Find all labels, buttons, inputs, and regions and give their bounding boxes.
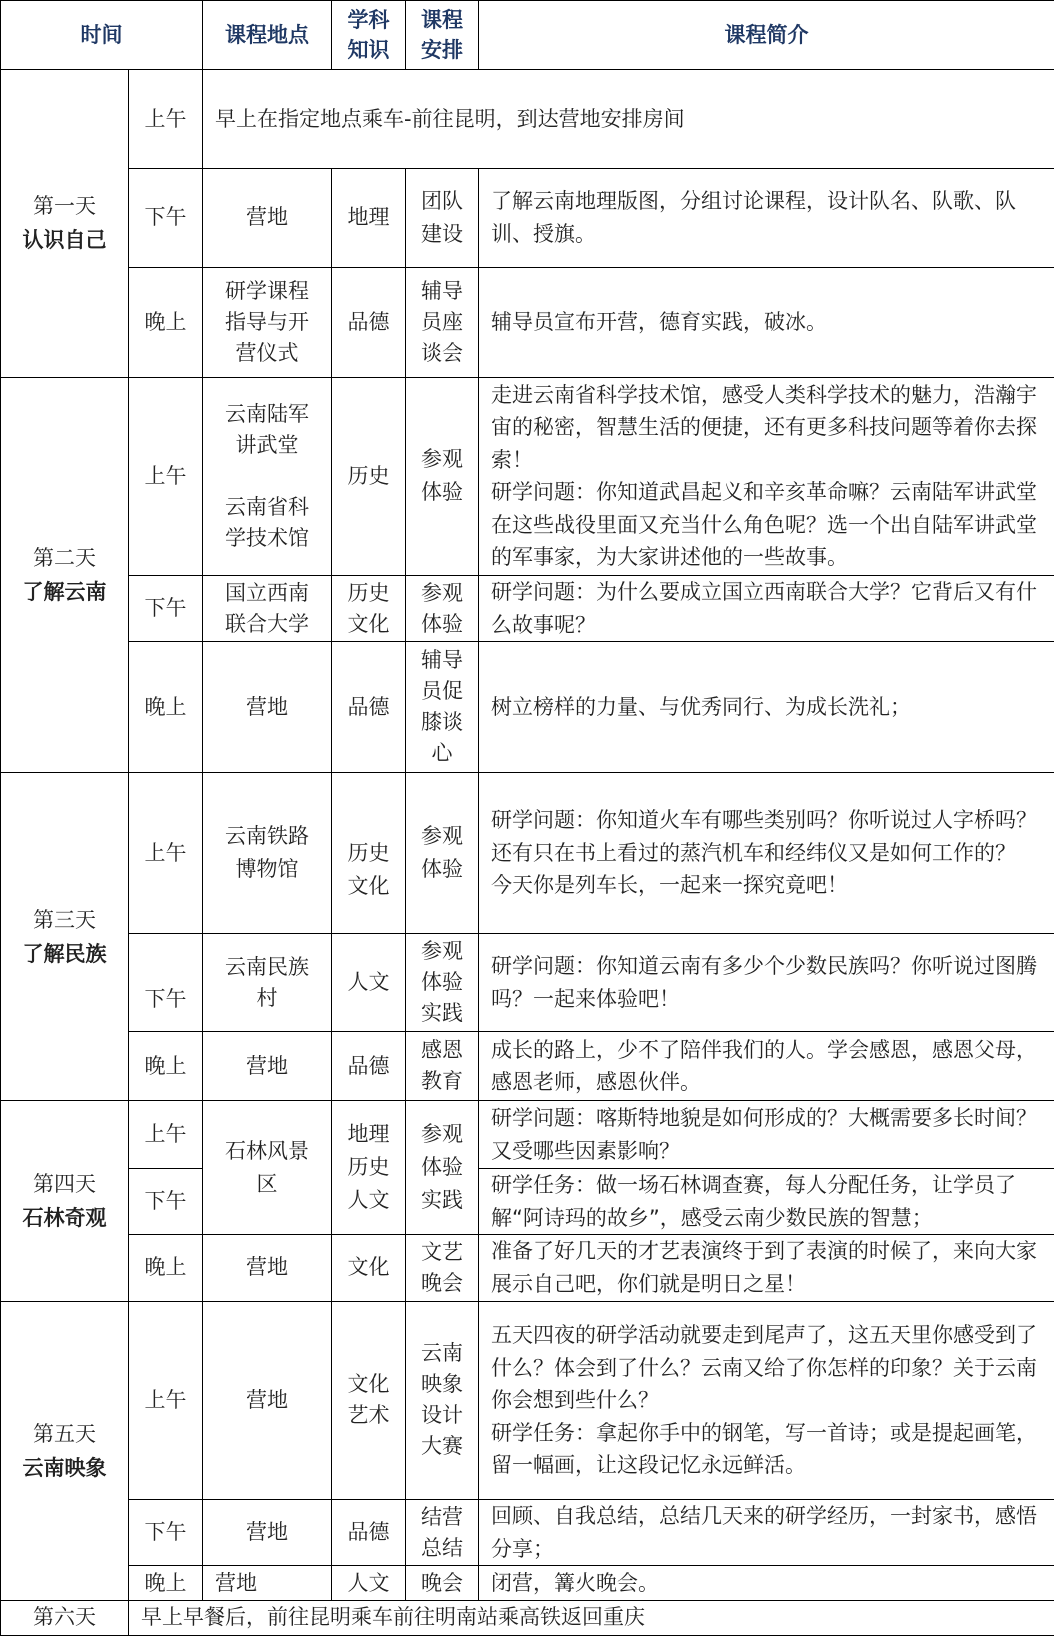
day-cell: [1, 1101, 129, 1301]
description-cell: 研学问题：你知道火车有哪些类别吗？你听说过人字桥吗？还有只在书上看过的蒸汽机车和经纬仪又是如何工作的？ 今天你是列车长，一起来一探究竟吧！: [479, 773, 1054, 934]
location-cell: 营地: [203, 1235, 332, 1301]
arrangement-cell: 文艺 晚会: [406, 1235, 479, 1301]
period-cell: 晚上: [129, 1031, 203, 1100]
location-cell: 研学课程 指导与开 营仪式: [203, 267, 332, 377]
table-row: [1, 1301, 1054, 1499]
day-label: 第一天: [33, 194, 96, 219]
period-cell: 下午: [129, 169, 203, 268]
arrangement-cell: 辅导 员促 膝谈 心: [406, 642, 479, 773]
period-cell: 上午: [129, 1301, 203, 1499]
table-row: [1, 575, 1054, 641]
subject-cell: 历史 文化: [332, 575, 406, 641]
header-location: 课程地点: [203, 1, 332, 70]
location-cell: 营地: [203, 1499, 332, 1565]
arrangement-cell: 云南 映象 设计 大赛: [406, 1301, 479, 1499]
day-label: 第四天: [33, 1171, 96, 1196]
day-cell: [1, 377, 129, 773]
day-theme: 认识自己: [22, 228, 107, 253]
period-cell: 上午: [129, 773, 203, 934]
day-cell: [1, 70, 129, 377]
header-arrangement: 课程 安排: [406, 1, 479, 70]
arrangement-cell: 晚会: [406, 1566, 479, 1600]
table-row: [1, 773, 1054, 934]
table-row: [1, 1031, 1054, 1100]
table-row: [1, 1499, 1054, 1565]
location-cell: 营地: [203, 1301, 332, 1499]
period-cell: 晚上: [129, 1566, 203, 1600]
period-cell: 下午: [129, 1168, 203, 1234]
subject-cell: 文化 艺术: [332, 1301, 406, 1499]
description-cell: 研学问题：你知道云南有多少个少数民族吗？你听说过图腾吗？一起来体验吧！: [479, 934, 1054, 1032]
period-cell: 晚上: [129, 642, 203, 773]
day-label: 第五天: [33, 1421, 96, 1446]
header-intro: 课程简介: [479, 1, 1054, 70]
subject-cell: 历史: [332, 377, 406, 575]
table-row: [1, 169, 1054, 268]
location-cell: 营地: [203, 169, 332, 268]
description-cell: 成长的路上，少不了陪伴我们的人。学会感恩，感恩父母，感恩老师，感恩伙伴。: [479, 1031, 1054, 1100]
table-row: [1, 1235, 1054, 1301]
day-cell: [1, 1301, 129, 1600]
merged-description: 早上早餐后，前往昆明乘车前往明南站乘高铁返回重庆: [129, 1600, 1054, 1635]
table-row: [1, 934, 1054, 1032]
table-row: [1, 1600, 1054, 1635]
description-cell: 研学任务：做一场石林调查赛，每人分配任务，让学员了解“阿诗玛的故乡”，感受云南少数民族的智慧；: [479, 1168, 1054, 1234]
subject-cell: 品德: [332, 267, 406, 377]
arrangement-cell: 参观 体验: [406, 377, 479, 575]
day-cell: [1, 773, 129, 1101]
location-cell: 营地: [203, 642, 332, 773]
day-label: 第二天: [33, 545, 96, 570]
table-row: [1, 1101, 1054, 1168]
subject-cell: 地理 历史 人文: [332, 1101, 406, 1235]
arrangement-cell: 感恩 教育: [406, 1031, 479, 1100]
period-cell: 下午: [129, 934, 203, 1032]
description-cell: 辅导员宣布开营，德育实践，破冰。: [479, 267, 1054, 377]
table-row: [1, 1168, 1054, 1234]
location-cell: 云南民族 村: [203, 934, 332, 1032]
location-cell: 石林风景 区: [203, 1101, 332, 1235]
subject-cell: 品德: [332, 642, 406, 773]
header-subject: 学科 知识: [332, 1, 406, 70]
arrangement-cell: 参观 体验: [406, 773, 479, 934]
location-cell: 云南陆军 讲武堂 云南省科 学技术馆: [203, 377, 332, 575]
subject-cell: 历史 文化: [332, 773, 406, 934]
header-row: [1, 1, 1054, 70]
table-row: [1, 267, 1054, 377]
subject-cell: 人文: [332, 934, 406, 1032]
table-row: [1, 70, 1054, 169]
period-cell: 上午: [129, 70, 203, 169]
arrangement-cell: 参观 体验: [406, 575, 479, 641]
period-cell: 下午: [129, 575, 203, 641]
arrangement-cell: 参观 体验 实践: [406, 934, 479, 1032]
day-theme: 了解民族: [22, 941, 107, 966]
location-cell: 云南铁路 博物馆: [203, 773, 332, 934]
subject-cell: 品德: [332, 1499, 406, 1565]
description-cell: 了解云南地理版图，分组讨论课程，设计队名、队歌、队训、授旗。: [479, 169, 1054, 268]
day-theme: 了解云南: [22, 579, 107, 604]
description-cell: 准备了好几天的才艺表演终于到了表演的时候了，来向大家展示自己吧，你们就是明日之星！: [479, 1235, 1054, 1301]
description-cell: 闭营，篝火晚会。: [479, 1566, 1054, 1600]
table-row: [1, 1566, 1054, 1600]
day-label: 第三天: [33, 907, 96, 932]
day-theme: 云南映象: [22, 1455, 107, 1480]
period-cell: 晚上: [129, 267, 203, 377]
day-theme: 石林奇观: [22, 1205, 107, 1230]
table-row: [1, 377, 1054, 575]
arrangement-cell: 参观 体验 实践: [406, 1101, 479, 1235]
arrangement-cell: 团队 建设: [406, 169, 479, 268]
period-cell: 下午: [129, 1499, 203, 1565]
arrangement-cell: 结营 总结: [406, 1499, 479, 1565]
merged-description: 早上在指定地点乘车-前往昆明，到达营地安排房间: [203, 70, 1054, 169]
table-row: [1, 642, 1054, 773]
day-label: 第六天: [1, 1600, 129, 1635]
subject-cell: 文化: [332, 1235, 406, 1301]
description-cell: 五天四夜的研学活动就要走到尾声了，这五天里你感受到了什么？体会到了什么？云南又给了你怎样的印象？关于云南你会想到些什么？ 研学任务：拿起你手中的钢笔，写一首诗；或是提起画笔，留一幅画，让这段记忆永远鲜活。: [479, 1301, 1054, 1499]
subject-cell: 地理: [332, 169, 406, 268]
description-cell: 回顾、自我总结，总结几天来的研学经历，一封家书，感悟分享；: [479, 1499, 1054, 1565]
location-cell: 营地: [203, 1031, 332, 1100]
location-cell: 国立西南 联合大学: [203, 575, 332, 641]
arrangement-cell: 辅导 员座 谈会: [406, 267, 479, 377]
description-cell: 走进云南省科学技术馆，感受人类科学技术的魅力，浩瀚宇宙的秘密，智慧生活的便捷，还有更多科技问题等着你去探索！ 研学问题：你知道武昌起义和辛亥革命嘛？云南陆军讲武堂在这些战役里面又充当什么角色呢？选一个出自陆军讲武堂的军事家，为大家讲述他的一些故事。: [479, 377, 1054, 575]
description-cell: 研学问题：为什么要成立国立西南联合大学？它背后又有什么故事呢？: [479, 575, 1054, 641]
description-cell: 研学问题：喀斯特地貌是如何形成的？大概需要多长时间？又受哪些因素影响？: [479, 1101, 1054, 1168]
period-cell: 上午: [129, 1101, 203, 1168]
subject-cell: 品德: [332, 1031, 406, 1100]
location-cell: 营地: [203, 1566, 332, 1600]
period-cell: 上午: [129, 377, 203, 575]
subject-cell: 人文: [332, 1566, 406, 1600]
period-cell: 晚上: [129, 1235, 203, 1301]
header-time: 时间: [1, 1, 203, 70]
description-cell: 树立榜样的力量、与优秀同行、为成长洗礼；: [479, 642, 1054, 773]
